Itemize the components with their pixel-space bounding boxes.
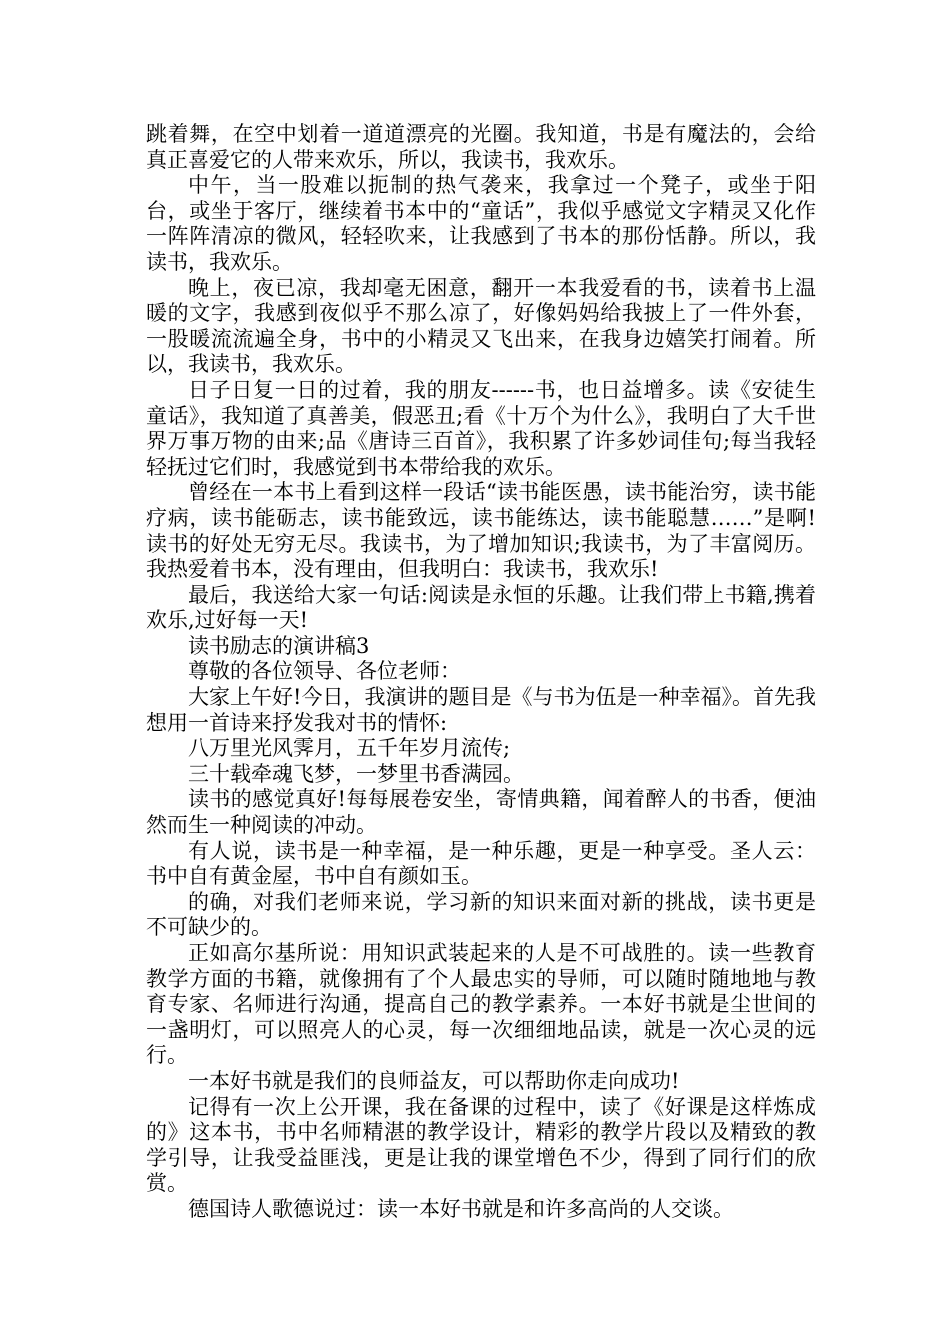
paragraph: 的确，对我们老师来说，学习新的知识来面对新的挑战，读书更是不可缺少的。 — [146, 889, 816, 940]
paragraph: 有人说，读书是一种幸福，是一种乐趣，更是一种享受。圣人云：书中自有黄金屋，书中自有颜如玉。 — [146, 838, 816, 889]
paragraph: 读书励志的演讲稿3 — [188, 633, 370, 658]
paragraph: 德国诗人歌德说过：读一本好书就是和许多高尚的人交谈。 — [188, 1196, 734, 1221]
paragraph: 记得有一次上公开课，我在备课的过程中，读了《好课是这样炼成的》这本书，书中名师精湛的教学设计，精彩的教学片段以及精致的教学引导，让我受益匪浅，更是让我的课堂增色不少，得到了同行们的欣赏。 — [146, 1094, 816, 1196]
paragraph: 大家上午好!今日，我演讲的题目是《与书为伍是一种幸福》。首先我想用一首诗来抒发我对书的情怀: — [146, 685, 816, 735]
document-body — [146, 122, 816, 1223]
paragraph: 一本好书就是我们的良师益友，可以帮助你走向成功! — [188, 1068, 680, 1093]
paragraph: 正如高尔基所说：用知识武装起来的人是不可战胜的。读一些教育教学方面的书籍，就像拥有了个人最忠实的导师，可以随时随地地与教育专家、名师进行沟通，提高自己的教学素养。一本好书就是尘世间的一盏明灯，可以照亮人的心灵，每一次细细地品读，就是一次心灵的远行。 — [146, 941, 816, 1068]
paragraph: 中午，当一股难以扼制的热气袭来，我拿过一个凳子，或坐于阳台，或坐于客厅，继续着书本中的“童话”，我似乎感觉文字精灵又化作一阵阵清凉的微风，轻轻吹来，让我感到了书本的那份恬静。所以，我读书，我欢乐。 — [146, 173, 816, 274]
paragraph: 日子日复一日的过着，我的朋友------书，也日益增多。读《安徒生童话》，我知道了真善美，假恶丑;看《十万个为什么》，我明白了大千世界万事万物的由来;品《唐诗三百首》，我积累了许多妙词佳句;每当我轻轻抚过它们时，我感觉到书本带给我的欢乐。 — [146, 377, 816, 479]
paragraph: 晚上，夜已凉，我却毫无困意，翻开一本我爱看的书，读着书上温暖的文字，我感到夜似乎不那么凉了，好像妈妈给我披上了一件外套，一股暖流流遍全身，书中的小精灵又飞出来，在我身边嬉笑打闹着。所以，我读书，我欢乐。 — [146, 275, 816, 377]
paragraph: 最后，我送给大家一句话:阅读是永恒的乐趣。让我们带上书籍,携着欢乐,过好每一天! — [146, 582, 816, 633]
paragraph: 八万里光风霁月，五千年岁月流传; — [188, 736, 511, 761]
paragraph: 三十载牵魂飞梦，一梦里书香满园。 — [188, 761, 524, 786]
paragraph: 读书的感觉真好!每每展卷安坐，寄情典籍，闻着醉人的书香，便油然而生一种阅读的冲动。 — [146, 787, 816, 838]
paragraph: 曾经在一本书上看到这样一段话“读书能医愚，读书能治穷，读书能疗病，读书能砺志，读书能致远，读书能练达，读书能聪慧……”是啊!读书的好处无穷无尽。我读书，为了增加知识;我读书，为了丰富阅历。我热爱着书本，没有理由，但我明白：我读书，我欢乐! — [146, 480, 816, 582]
paragraph: 尊敬的各位领导、各位老师： — [188, 659, 461, 684]
paragraph: 跳着舞，在空中划着一道道漂亮的光圈。我知道，书是有魔法的，会给真正喜爱它的人带来欢乐，所以，我读书，我欢乐。 — [146, 122, 816, 172]
